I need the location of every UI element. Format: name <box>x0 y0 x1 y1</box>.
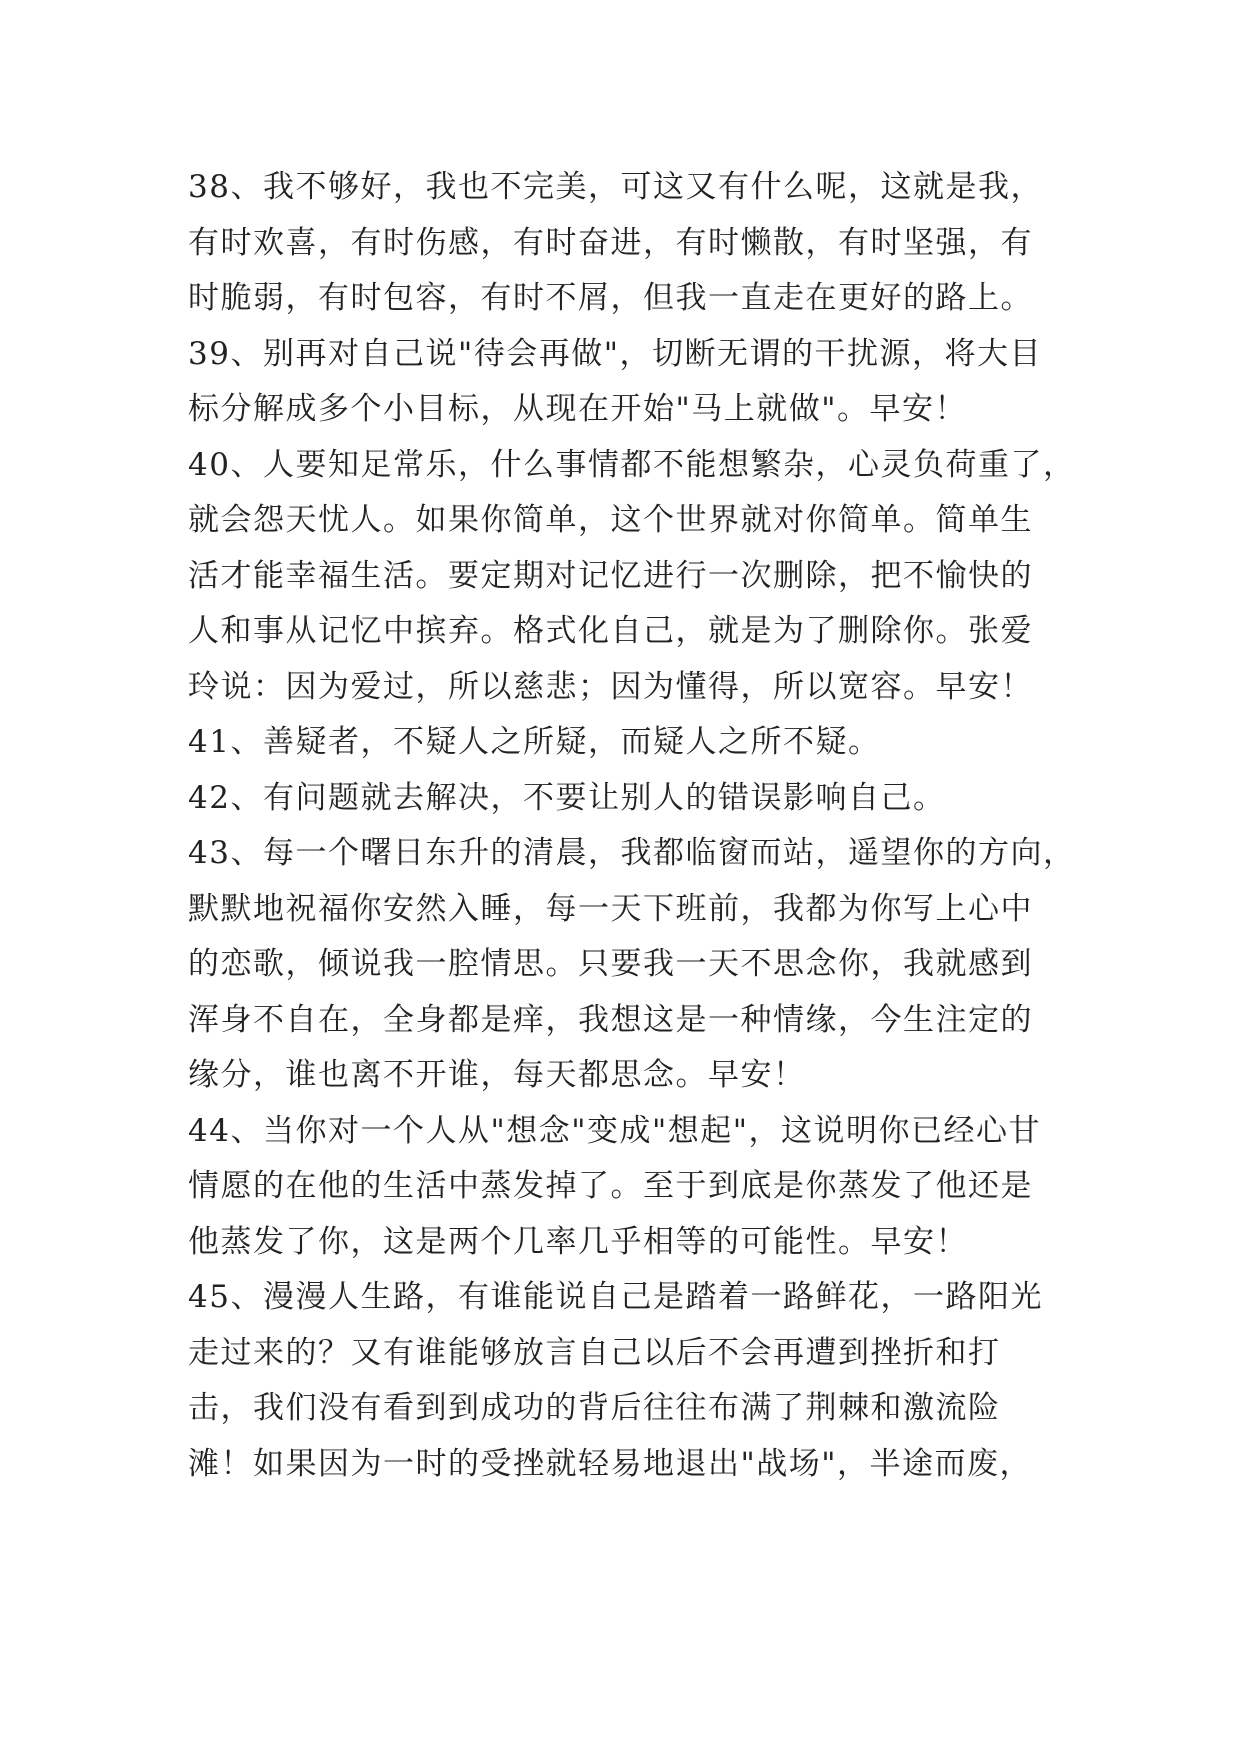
text-line: 击，我们没有看到到成功的背后往往布满了荆棘和激流险 <box>188 1390 1001 1426</box>
text-line: 默默地祝福你安然入睡，每一天下班前，我都为你写上心中 <box>188 890 1033 927</box>
text-line: 时脆弱，有时包容，有时不屑，但我一直走在更好的路上。 <box>188 280 1033 316</box>
text-line: 41、善疑者，不疑人之所疑，而疑人之所不疑。 <box>188 724 881 760</box>
text-line: 44、当你对一个人从"想念"变成"想起"，这说明你已经心甘 <box>188 1112 1041 1149</box>
text-line: 滩！如果因为一时的受挫就轻易地退出"战场"，半途而废， <box>188 1445 1033 1482</box>
text-line: 就会怨天忧人。如果你简单，这个世界就对你简单。简单生 <box>188 502 1033 538</box>
text-line: 45、漫漫人生路，有谁能说自己是踏着一路鲜花，一路阳光 <box>188 1279 1043 1315</box>
text-line: 的恋歌，倾说我一腔情思。只要我一天不思念你，我就感到 <box>188 946 1033 982</box>
text-line: 43、每一个曙日东升的清晨，我都临窗而站，遥望你的方向， <box>188 835 1076 871</box>
text-line: 标分解成多个小目标，从现在开始"马上就做"。早安！ <box>188 391 968 427</box>
text-line: 他蒸发了你，这是两个几率几乎相等的可能性。早安！ <box>188 1223 968 1260</box>
text-line: 浑身不自在，全身都是痒，我想这是一种情缘，今生注定的 <box>188 1001 1033 1038</box>
text-line: 42、有问题就去解决，不要让别人的错误影响自己。 <box>188 779 946 816</box>
text-line: 40、人要知足常乐，什么事情都不能想繁杂，心灵负荷重了， <box>188 446 1076 483</box>
text-line: 玲说：因为爱过，所以慈悲；因为懂得，所以宽容。早安！ <box>188 668 1033 705</box>
document-body <box>188 160 1076 1492</box>
text-line: 活才能幸福生活。要定期对记忆进行一次删除，把不愉快的 <box>188 557 1033 594</box>
text-line: 39、别再对自己说"待会再做"，切断无谓的干扰源，将大目 <box>188 335 1042 372</box>
text-line: 缘分，谁也离不开谁，每天都思念。早安！ <box>188 1057 806 1093</box>
text-line: 情愿的在他的生活中蒸发掉了。至于到底是你蒸发了他还是 <box>188 1168 1033 1204</box>
text-line: 有时欢喜，有时伤感，有时奋进，有时懒散，有时坚强，有 <box>188 224 1033 261</box>
text-line: 38、我不够好，我也不完美，可这又有什么呢，这就是我， <box>188 169 1043 205</box>
text-line: 走过来的？又有谁能够放言自己以后不会再遭到挫折和打 <box>188 1334 1001 1371</box>
text-line: 人和事从记忆中摈弃。格式化自己，就是为了删除你。张爱 <box>188 613 1033 649</box>
